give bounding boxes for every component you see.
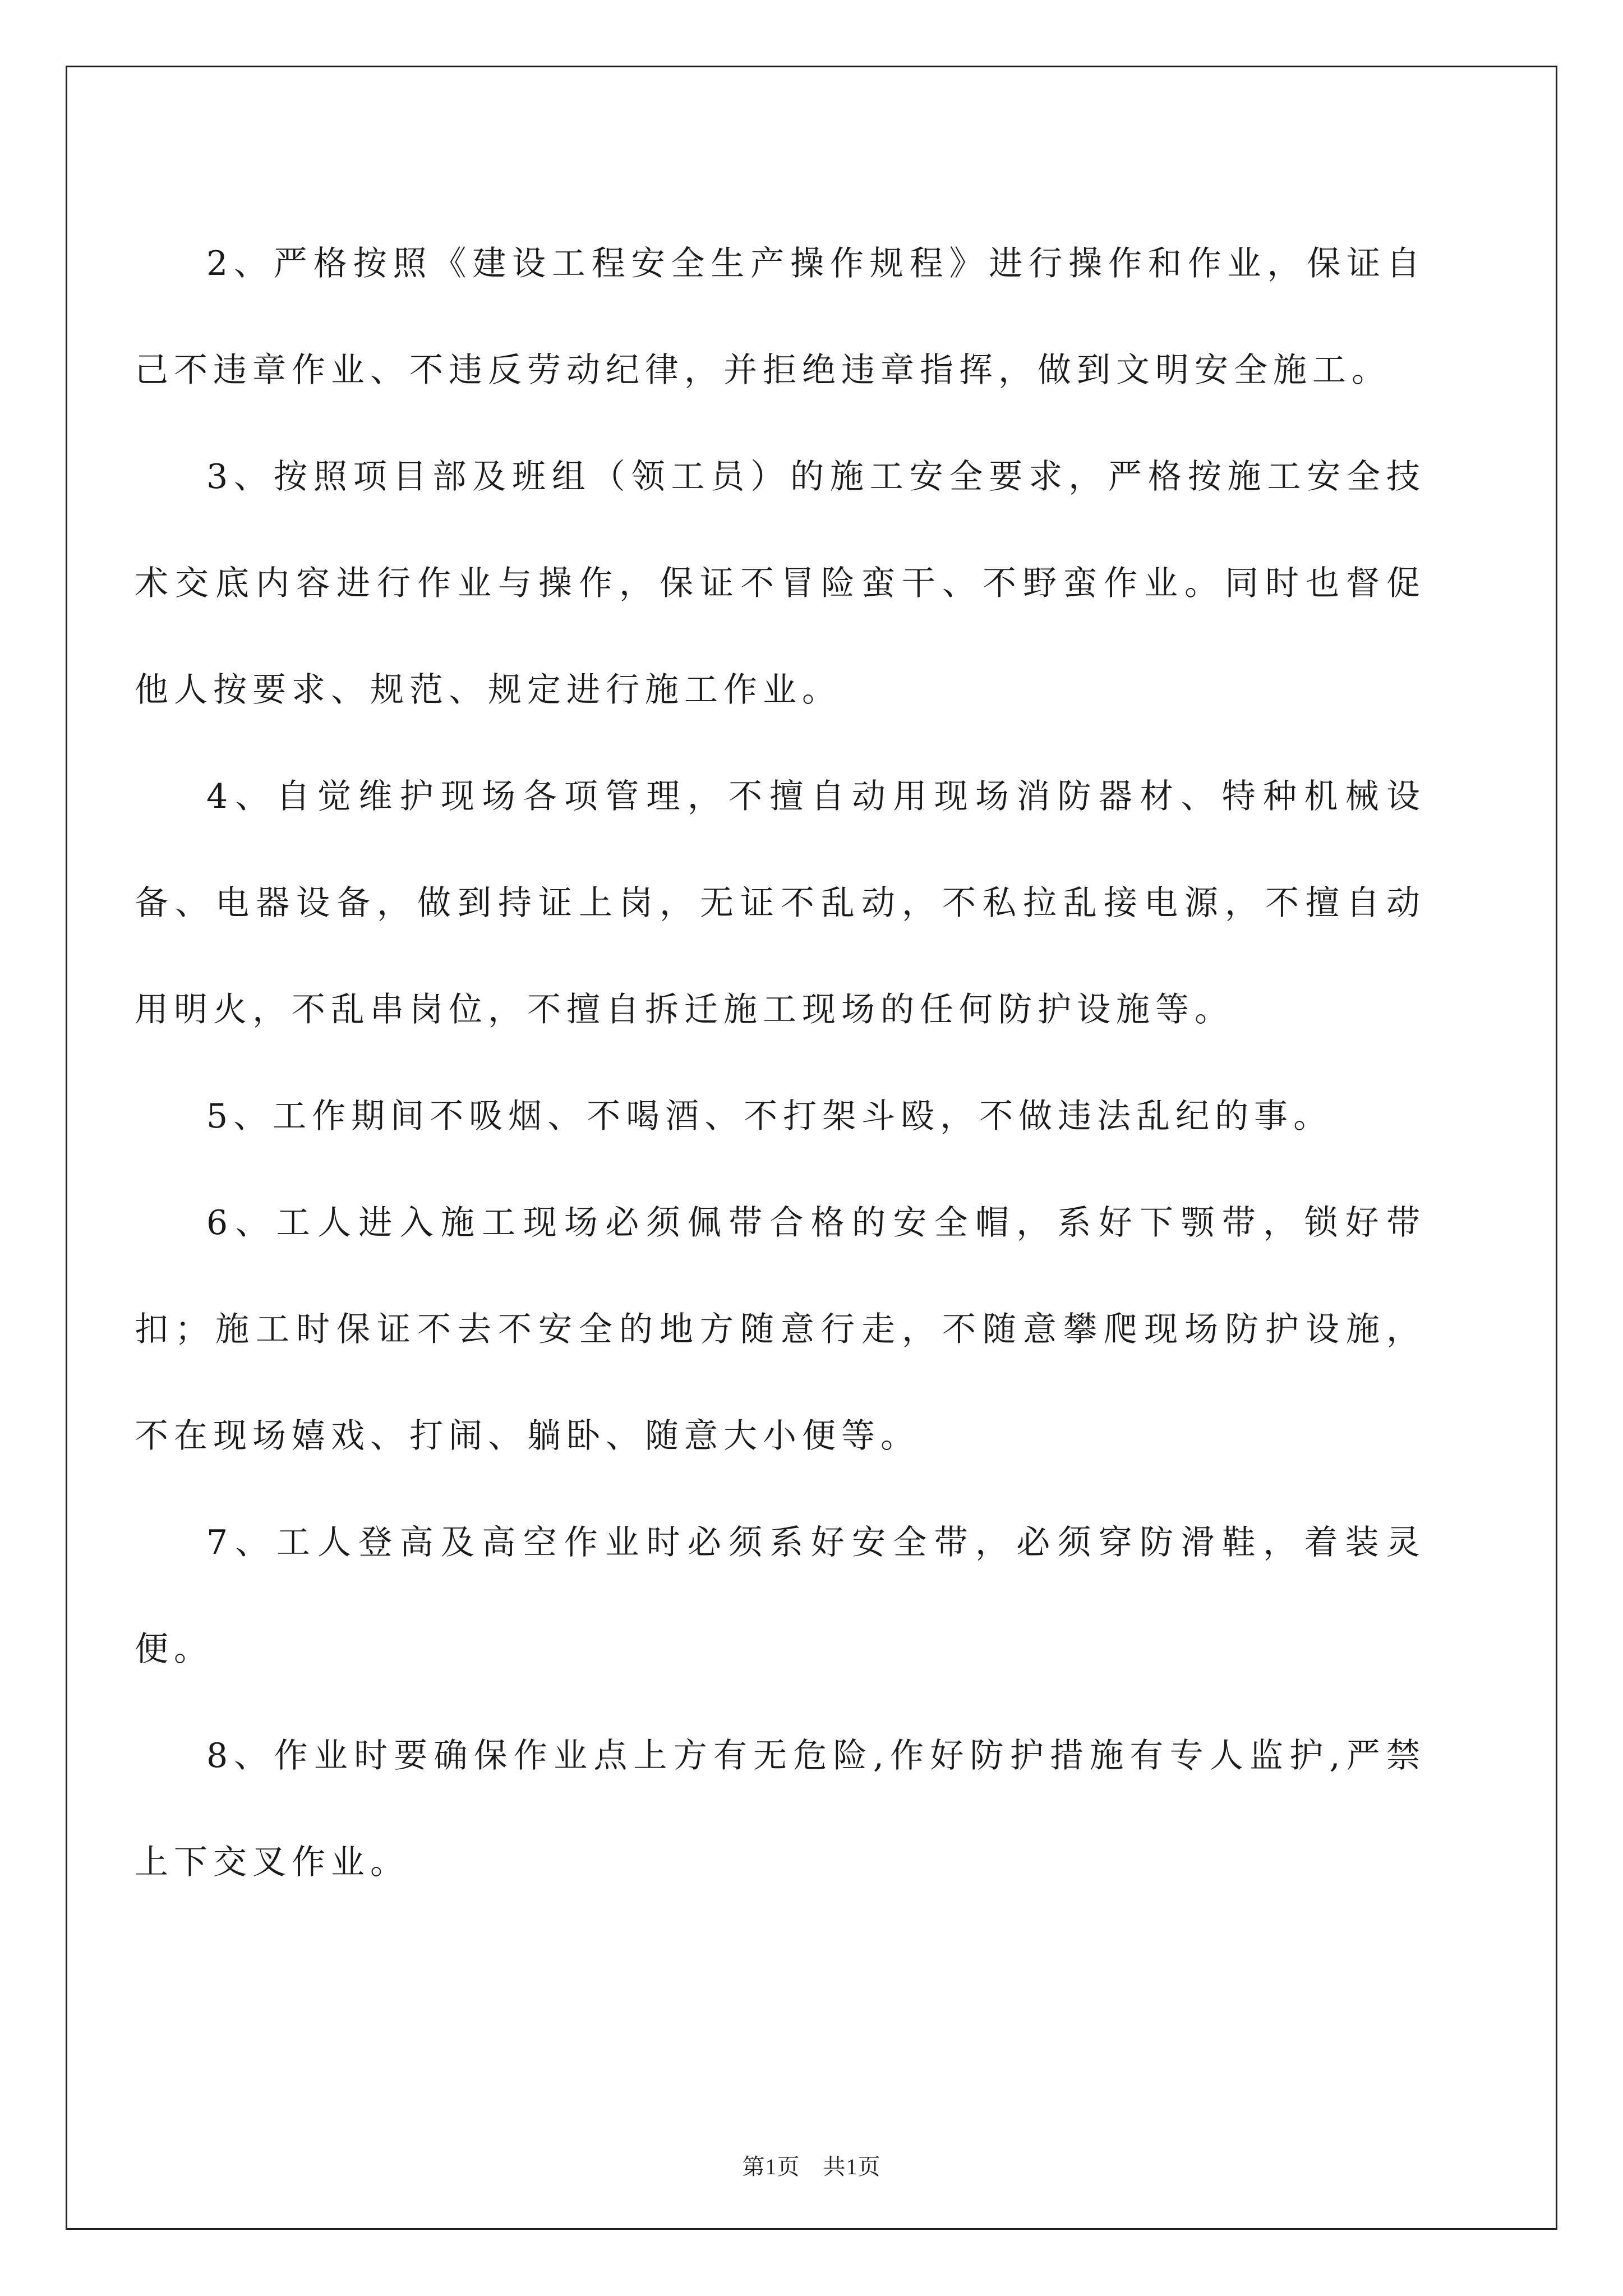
paragraph-item-7: 7、工人登高及高空作业时必须系好安全带，必须穿防滑鞋，着装灵便。 xyxy=(135,1523,1426,1669)
paragraph-item-6: 6、工人进入施工现场必须佩带合格的安全帽，系好下颚带，锁好带扣；施工时保证不去不安全的地方随意行走，不随意攀爬现场防护设施，不在现场嬉戏、打闹、躺卧、随意大小便等。 xyxy=(135,1203,1426,1456)
paragraph-item-2: 2、严格按照《建设工程安全生产操作规程》进行操作和作业，保证自己不违章作业、不违反劳动纪律，并拒绝违章指挥，做到文明安全施工。 xyxy=(135,244,1426,390)
paragraph-item-8: 8、作业时要确保作业点上方有无危险,作好防护措施有专人监护,严禁上下交叉作业。 xyxy=(135,1736,1426,1882)
page-number-footer: 第1页 共1页 xyxy=(742,2154,881,2179)
paragraph-item-3: 3、按照项目部及班组（领工员）的施工安全要求，严格按施工安全技术交底内容进行作业与操作，保证不冒险蛮干、不野蛮作业。同时也督促他人按要求、规范、规定进行施工作业。 xyxy=(135,457,1426,710)
paragraph-item-5: 5、工作期间不吸烟、不喝酒、不打架斗殴，不做违法乱纪的事。 xyxy=(206,1097,1333,1136)
paragraph-item-4: 4、自觉维护现场各项管理，不擅自动用现场消防器材、特种机械设备、电器设备，做到持证上岗，无证不乱动，不私拉乱接电源，不擅自动用明火，不乱串岗位，不擅自拆迁施工现场的任何防护设施等。 xyxy=(135,777,1426,1029)
document-body xyxy=(135,210,1426,1916)
